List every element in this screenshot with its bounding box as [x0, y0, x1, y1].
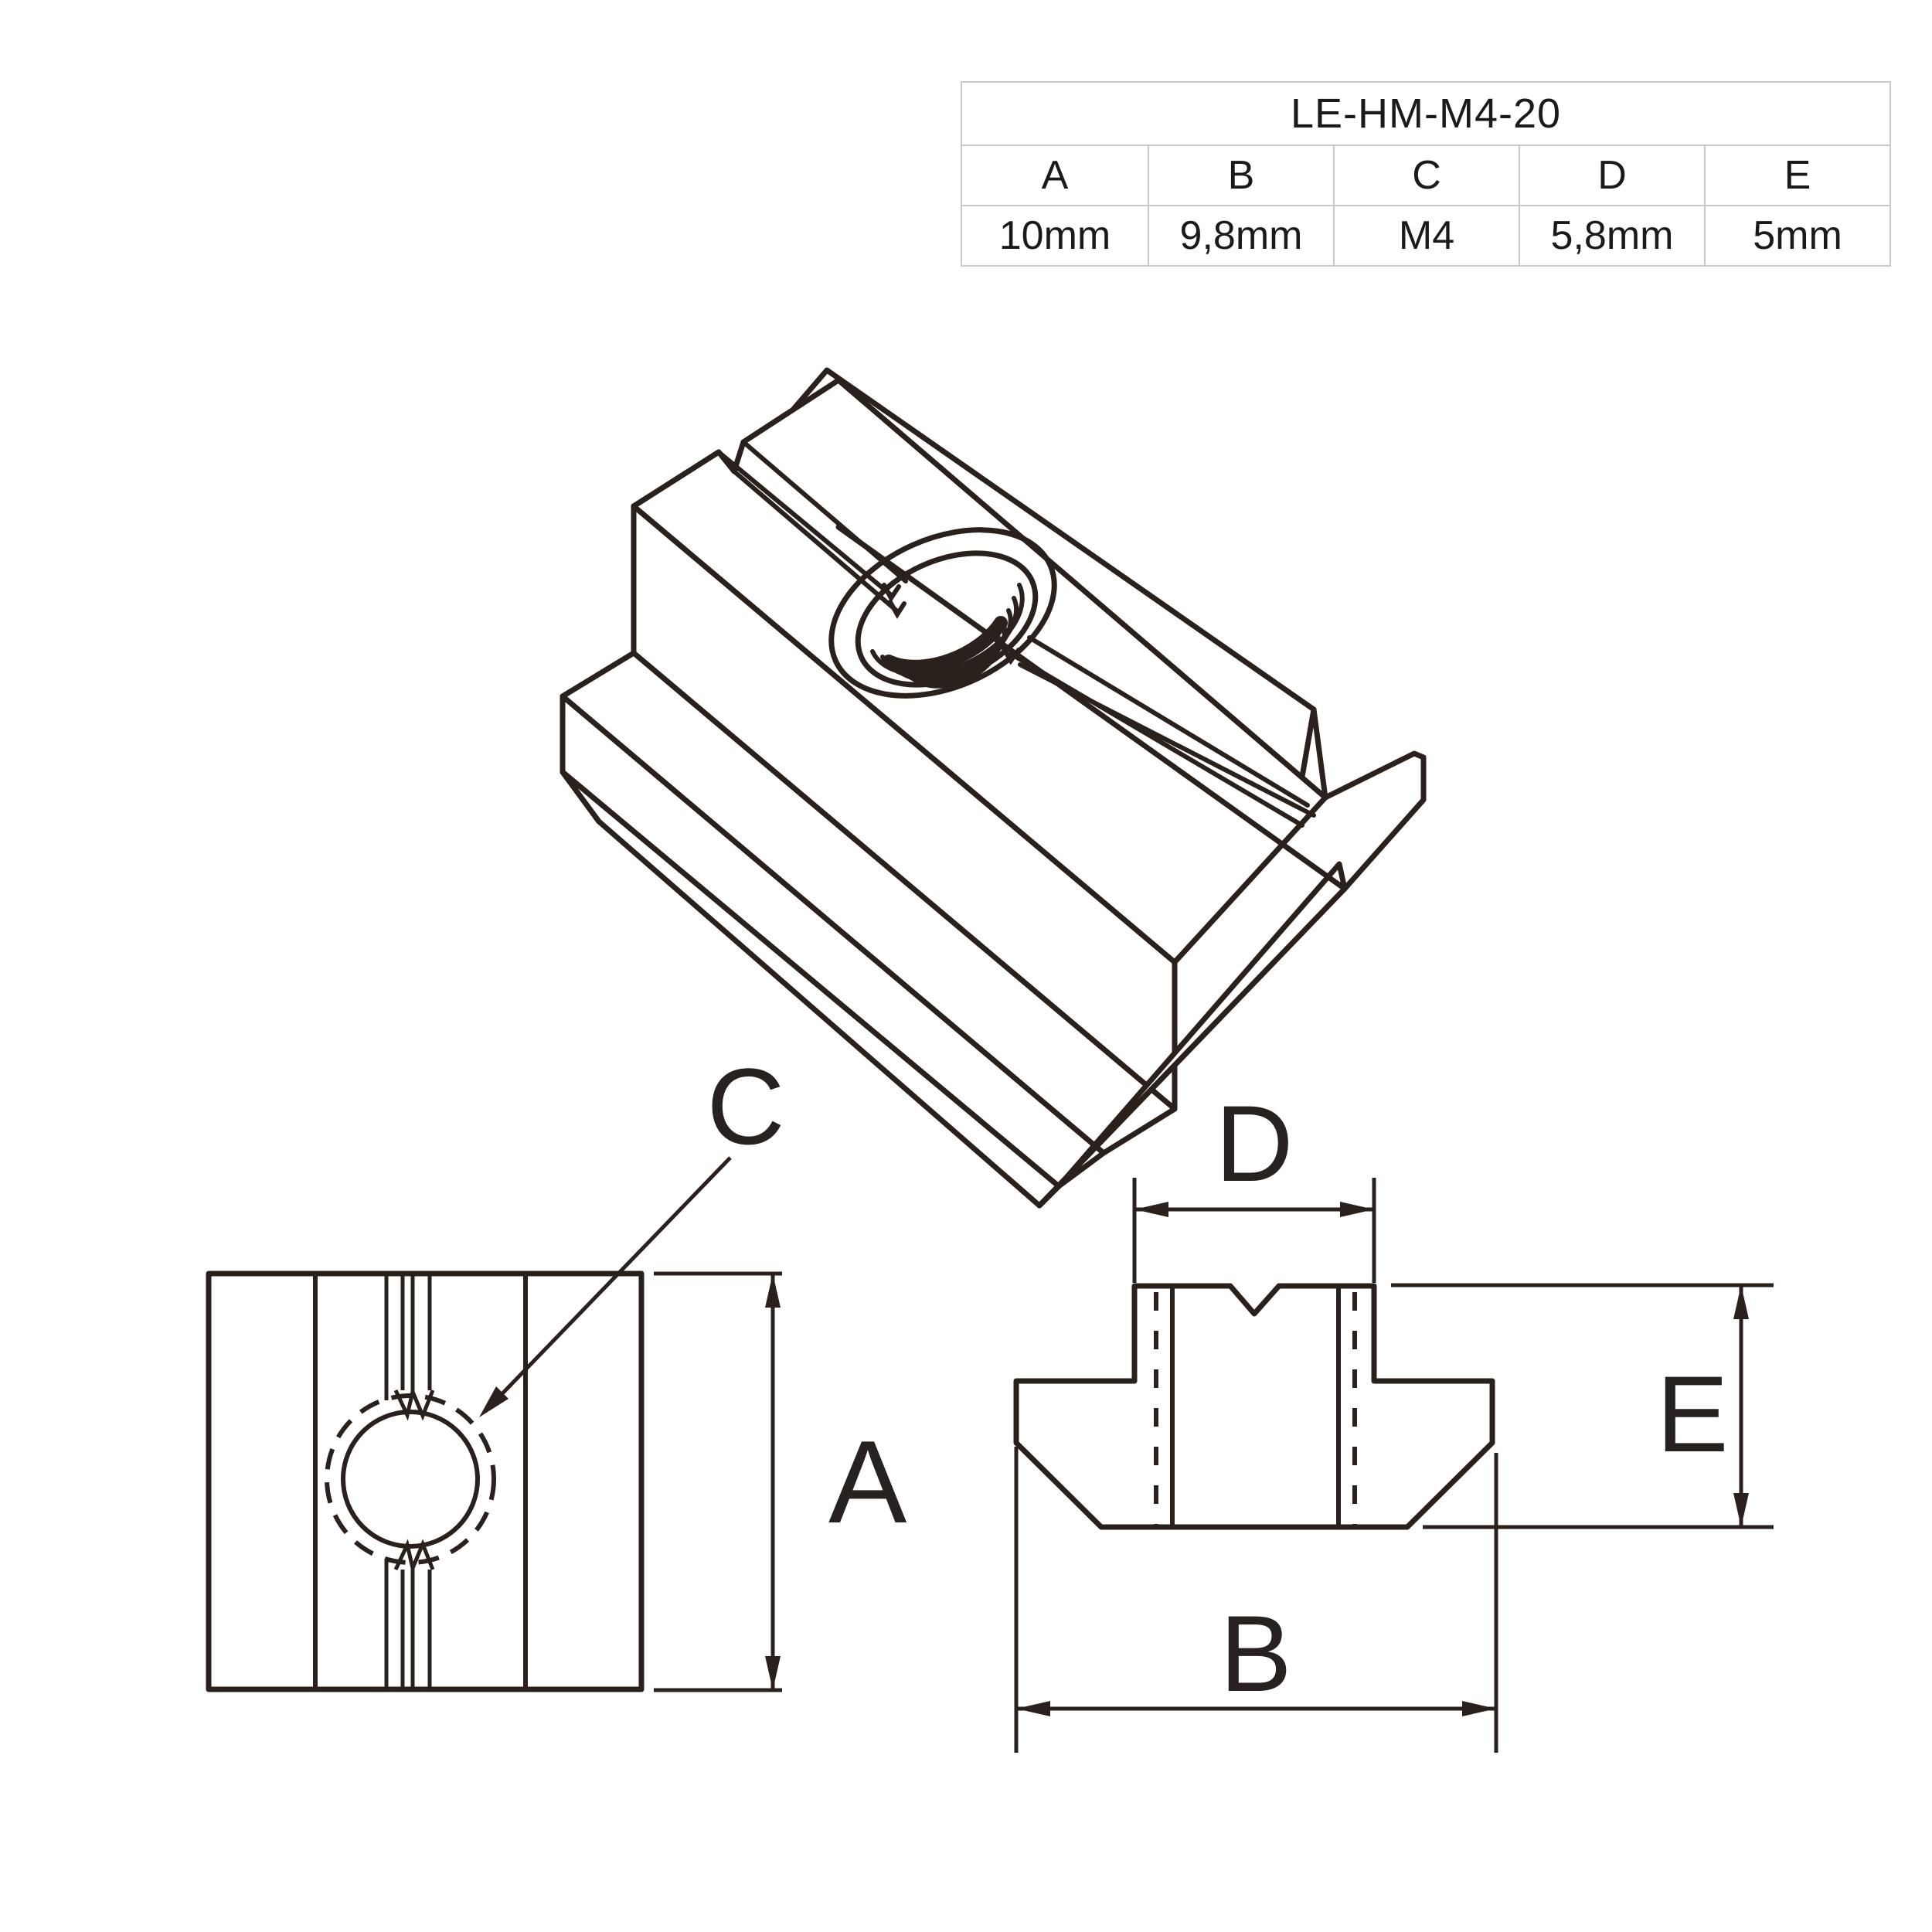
dim-d-arrow-left-icon: [1134, 1202, 1168, 1217]
top-view-outline: [209, 1274, 641, 1689]
spec-value-e: 5mm: [1704, 206, 1889, 265]
dim-b-arrow-left-icon: [1016, 1701, 1050, 1716]
spec-header-c: C: [1333, 146, 1519, 205]
top-view-tap-hole-circle: [343, 1412, 478, 1546]
dim-e-arrow-down-icon: [1733, 1493, 1749, 1527]
dim-c-leader: [479, 1158, 730, 1417]
spec-value-b: 9,8mm: [1148, 206, 1333, 265]
spec-header-b: B: [1148, 146, 1333, 205]
spec-header-a: A: [1041, 153, 1069, 198]
dim-a-arrow-up-icon: [765, 1274, 781, 1308]
dim-b-arrow-right-icon: [1462, 1701, 1496, 1716]
spec-value-a: 10mm: [998, 213, 1111, 258]
dim-d-arrow-right-icon: [1340, 1202, 1374, 1217]
dim-label-e: E: [1656, 1353, 1729, 1475]
dim-label-c: C: [706, 1046, 785, 1167]
dim-label-d: D: [1215, 1083, 1294, 1204]
iso-view: [563, 370, 1423, 1206]
dim-e-arrow-up-icon: [1733, 1285, 1749, 1319]
dim-a-arrow-down-icon: [765, 1656, 781, 1690]
dim-e: [1391, 1285, 1774, 1527]
side-view-outline: [1016, 1286, 1492, 1527]
dim-label-a: A: [828, 1417, 907, 1548]
spec-value-c: M4: [1333, 206, 1519, 265]
top-view-thread-circle: [327, 1396, 494, 1563]
side-view: [1016, 1083, 1774, 1753]
dim-b: [1016, 1447, 1496, 1753]
top-view: [209, 1046, 907, 1690]
spec-value-d: 5,8mm: [1519, 206, 1704, 265]
dim-label-b: B: [1219, 1593, 1292, 1714]
dim-a: [654, 1274, 907, 1690]
spec-header-e: E: [1704, 146, 1889, 205]
top-view-groove-lines: [386, 1274, 433, 1689]
spec-table-title: LE-HM-M4-20: [962, 83, 1889, 146]
spec-header-d: D: [1519, 146, 1704, 205]
